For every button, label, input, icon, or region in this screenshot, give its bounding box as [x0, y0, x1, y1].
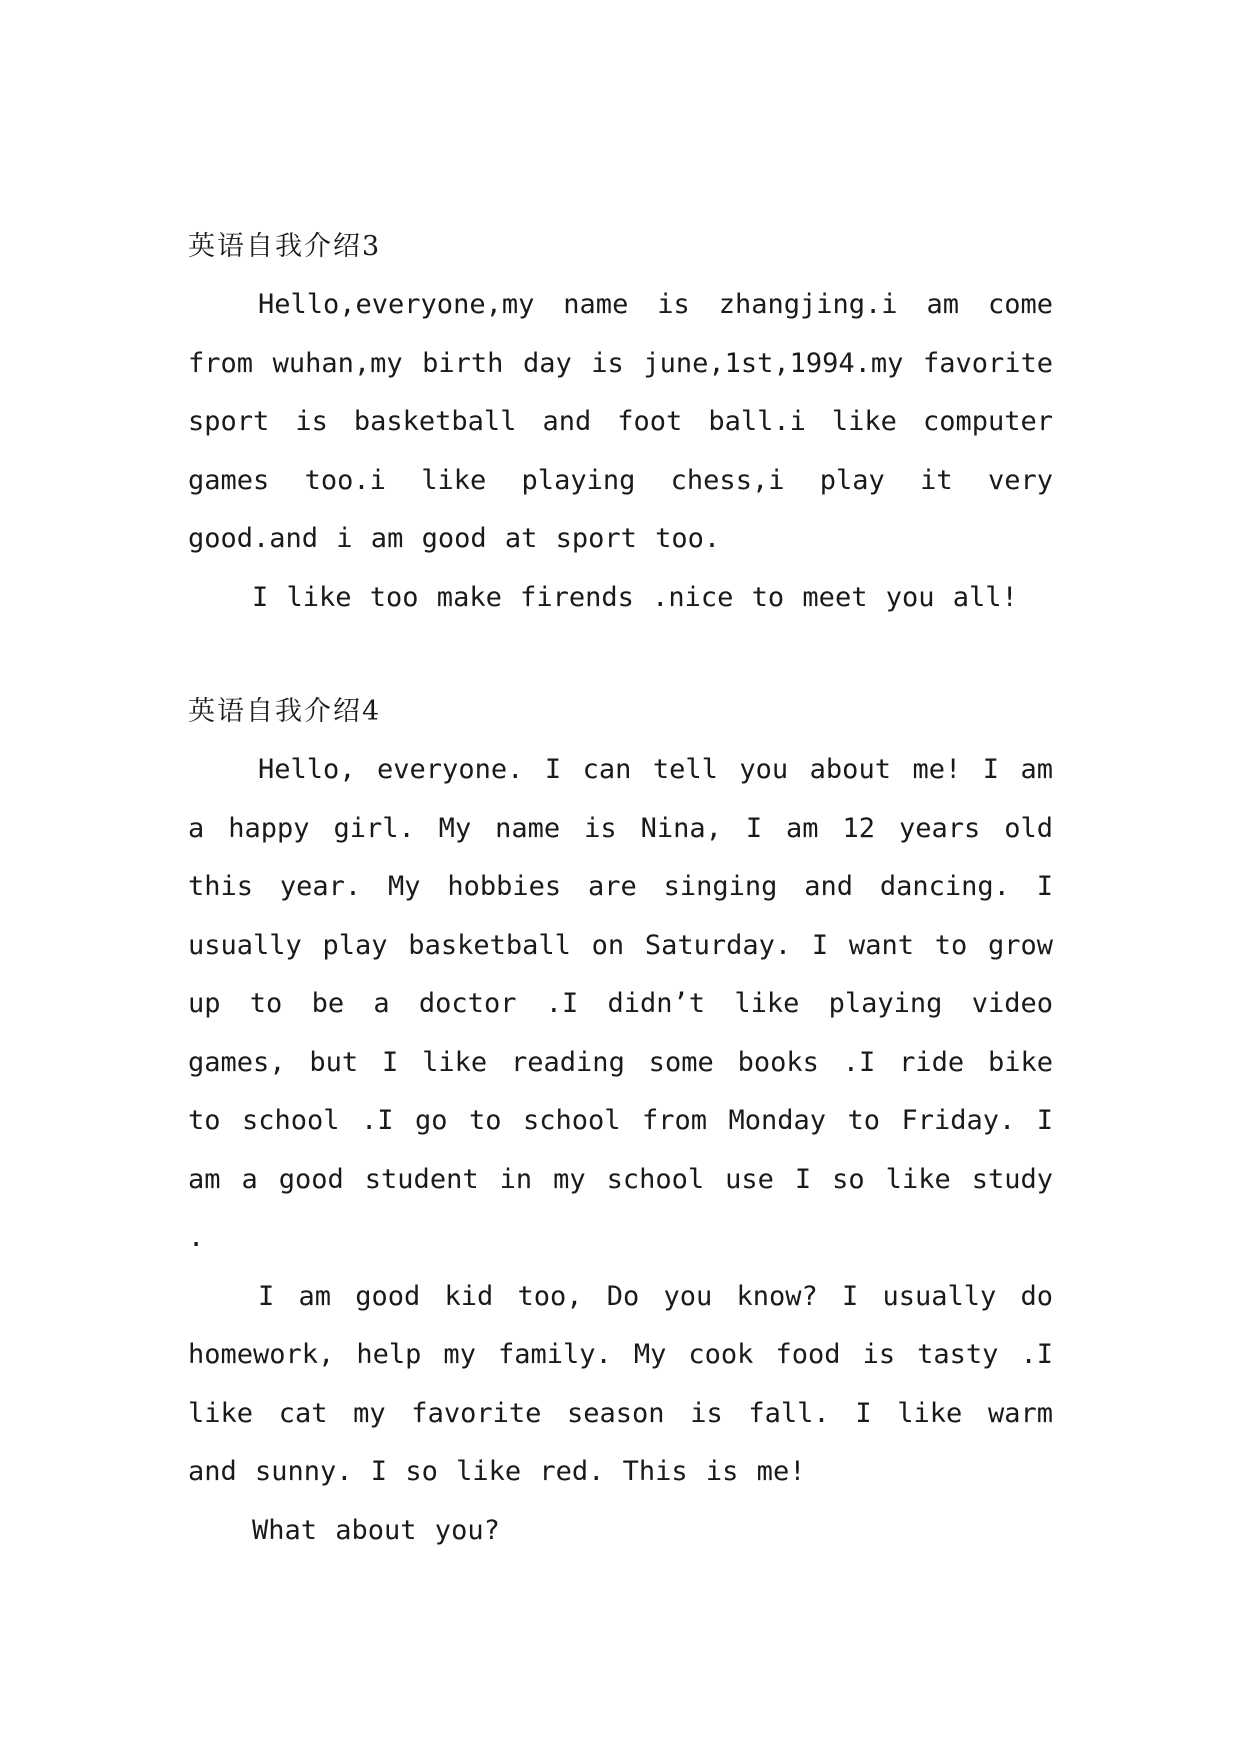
document-body: [188, 218, 1053, 1560]
paragraph: I am good kid too, Do you know? I usually do homework, help my family. My cook food is tasty .I like cat my favorite season is fall. I like warm and sunny. I so like red. This is me!: [188, 1280, 1053, 1487]
section-heading: 英语自我介绍4: [188, 696, 382, 727]
paragraph: What about you?: [252, 1514, 500, 1546]
section-heading: 英语自我介绍3: [188, 231, 382, 262]
paragraph: I like too make firends .nice to meet you all!: [252, 581, 1018, 613]
paragraph: Hello,everyone,my name is zhangjing.i am come from wuhan,my birth day is june,1st,1994.my favorite sport is basketball and foot ball.i like computer games too.i like playing chess,i play it very good.and i am good at sport too.: [188, 289, 1053, 554]
section-intro-4: [188, 683, 1053, 1560]
section-intro-3: [188, 218, 1053, 627]
paragraph: Hello, everyone. I can tell you about me! I am a happy girl. My name is Nina, I am 12 years old this year. My hobbies are singing and dancing. I usually play basketball on Saturday. I want to grow up to be a doctor .I didn’t like playing video games, but I like reading some books .I ride bike to school .I go to school from Monday to Friday. I am a good student in my school use I so like study .: [188, 754, 1053, 1253]
